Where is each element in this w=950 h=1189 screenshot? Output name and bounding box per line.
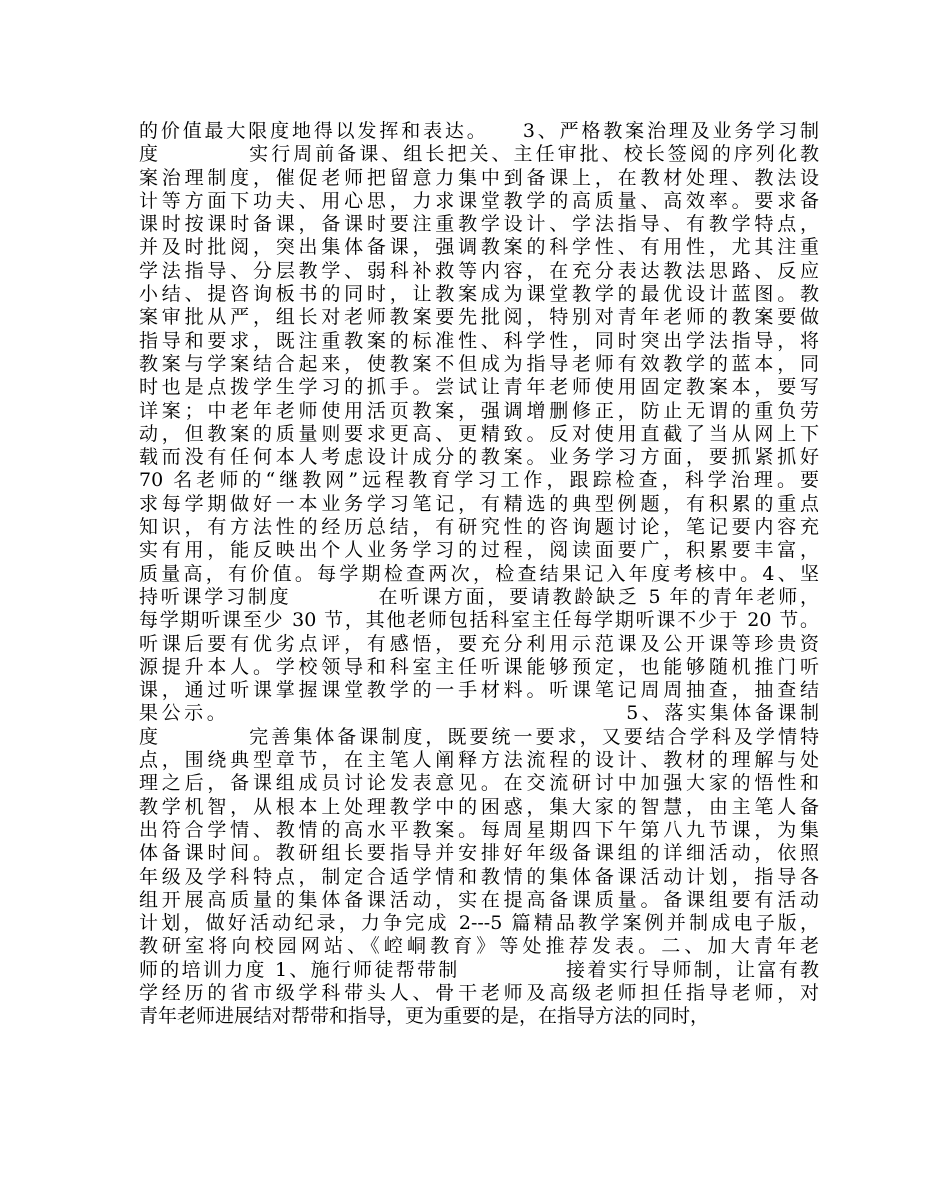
text-line: 出符合学情、教情的高水平教案。每周星期四下午第八九节课，为集: [139, 818, 819, 841]
text-line: 70 名老师的“继教网”远程教育学习工作，跟踪检查，科学治理。要: [139, 469, 819, 492]
text-line: 学法指导、分层教学、弱科补救等内容，在充分表达教法思路、反应: [139, 259, 819, 282]
body-text: [139, 120, 819, 1029]
text-line: 计等方面下功夫、用心思，力求课堂教学的高质量、高效率。要求备: [139, 189, 819, 212]
text-line: 青年老师进展结对帮带和指导，更为重要的是，在指导方法的同时，: [139, 1005, 710, 1028]
text-line: 理之后，备课组成员讨论发表意见。在交流研讨中加强大家的悟性和: [139, 772, 819, 795]
text-line: 度 实行周前备课、组长把关、主任审批、校长签阅的序列化教: [139, 143, 819, 166]
text-line: 教研室将向校园网站、《崆峒教育》等处推荐发表。二、加大青年老: [139, 935, 819, 958]
text-line: 知识，有方法性的经历总结，有研究性的咨询题讨论，笔记要内容充: [139, 516, 819, 539]
text-line: 教案与学案结合起来，使教案不但成为指导老师有效教学的蓝本，同: [139, 352, 819, 375]
text-line: 教学机智，从根本上处理教学中的困惑，集大家的智慧，由主笔人备: [139, 795, 819, 818]
text-line: 度 完善集体备课制度，既要统一要求，又要结合学科及学情特: [139, 725, 819, 748]
text-line: 学经历的省市级学科带头人、骨干老师及高级老师担任指导老师，对: [139, 981, 819, 1004]
text-line: 课，通过听课掌握课堂教学的一手材料。听课笔记周周抽查，抽查结: [139, 679, 819, 702]
text-line: 师的培训力度 1、施行师徒帮带制 接着实行导师制，让富有教: [139, 958, 819, 981]
text-line: 计划，做好活动纪录，力争完成 2---5 篇精品教学案例并制成电子版，: [139, 912, 819, 935]
text-line: 每学期听课至少 30 节，其他老师包括科室主任每学期听课不少于 20 节。: [139, 609, 819, 632]
text-line: 时也是点拨学生学习的抓手。尝试让青年老师使用固定教案本，要写: [139, 376, 819, 399]
text-line: 载而没有任何本人考虑设计成分的教案。业务学习方面，要抓紧抓好: [139, 446, 819, 469]
text-line: 源提升本人。学校领导和科室主任听课能够预定，也能够随机推门听: [139, 655, 819, 678]
text-line: 质量高，有价值。每学期检查两次，检查结果记入年度考核中。4、坚: [139, 562, 819, 585]
text-line: 的价值最大限度地得以发挥和表达。 3、严格教案治理及业务学习制: [139, 120, 819, 142]
text-line: 年级及学科特点，制定合适学情和教情的集体备课活动计划，指导各: [139, 865, 819, 888]
text-line: 并及时批阅，突出集体备课，强调教案的科学性、有用性，尤其注重: [139, 236, 819, 259]
text-line: 指导和要求，既注重教案的标准性、科学性，同时突出学法指导，将: [139, 329, 819, 352]
text-line: 点，围绕典型章节，在主笔人阐释方法流程的设计、教材的理解与处: [139, 749, 819, 772]
text-line: 持听课学习制度 在听课方面，要请教龄缺乏 5 年的青年老师，: [139, 585, 819, 608]
text-line: 果公示。 5、落实集体备课制: [139, 702, 819, 725]
text-line: 案审批从严，组长对老师教案要先批阅，特别对青年老师的教案要做: [139, 306, 819, 329]
text-line: 动，但教案的质量则要求更高、更精致。反对使用直截了当从网上下: [139, 422, 819, 445]
text-line: 实有用，能反映出个人业务学习的过程，阅读面要广，积累要丰富，: [139, 539, 819, 562]
text-line: 小结、提咨询板书的同时，让教案成为课堂教学的最优设计蓝图。教: [139, 283, 819, 306]
text-line: 案治理制度，催促老师把留意力集中到备课上，在教材处理、教法设: [139, 166, 819, 189]
text-line: 组开展高质量的集体备课活动，实在提高备课质量。备课组要有活动: [139, 888, 819, 911]
text-line: 课时按课时备课，备课时要注重教学设计、学法指导、有教学特点，: [139, 213, 819, 236]
text-line: 听课后要有优劣点评，有感悟，要充分利用示范课及公开课等珍贵资: [139, 632, 819, 655]
text-line: 详案；中老年老师使用活页教案，强调增删修正，防止无谓的重负劳: [139, 399, 819, 422]
text-line: 体备课时间。教研组长要指导并安排好年级备课组的详细活动，依照: [139, 842, 819, 865]
text-line: 求每学期做好一本业务学习笔记，有精选的典型例题，有积累的重点: [139, 492, 819, 515]
